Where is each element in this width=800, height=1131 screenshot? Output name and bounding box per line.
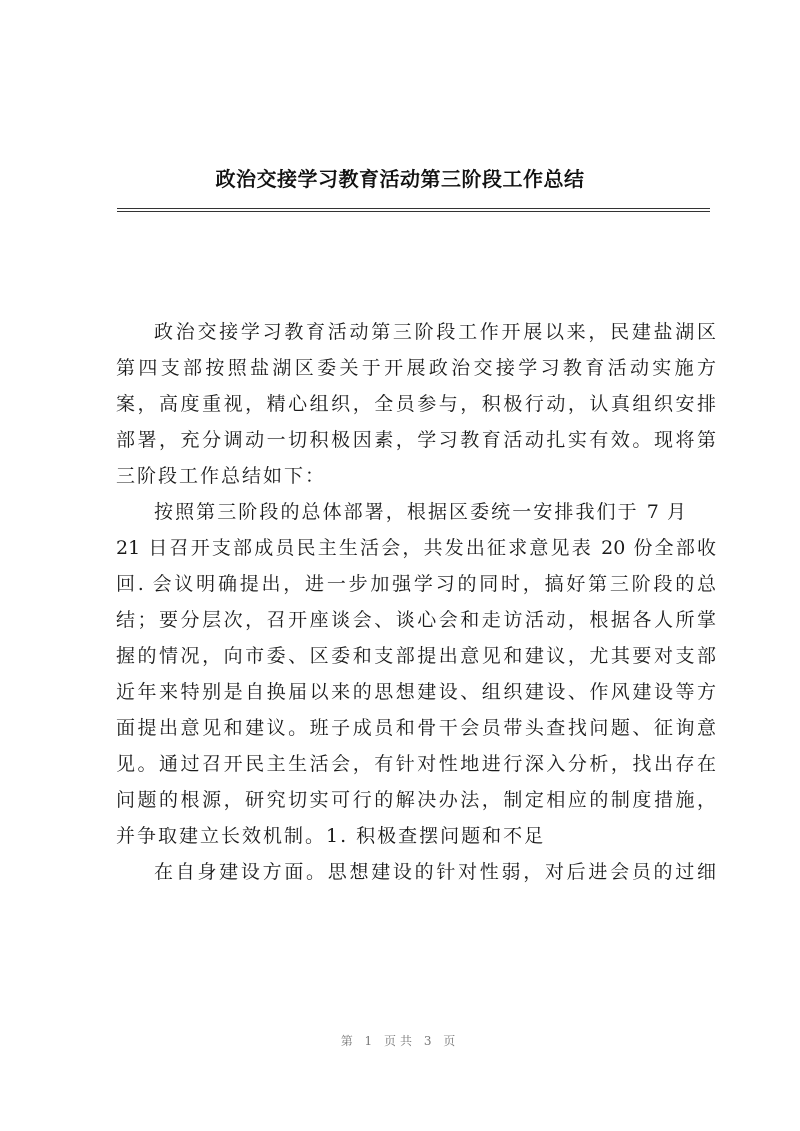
paragraph-line: 案，高度重视，精心组织，全员参与，积极行动，认真组织安排	[116, 393, 716, 415]
paragraph-line: 近年来特别是自换届以来的思想建设、组织建设、作风建设等方	[116, 681, 716, 703]
document-title: 政治交接学习教育活动第三阶段工作总结	[215, 167, 585, 191]
page-footer: 第 1 页共 3 页	[340, 1034, 460, 1048]
paragraph-line: 回. 会议明确提出，进一步加强学习的同时，搞好第三阶段的总	[116, 573, 716, 595]
paragraph-line: 并争取建立长效机制。1. 积极查摆问题和不足	[116, 825, 546, 847]
paragraph-line: 面提出意见和建议。班子成员和骨干会员带头查找问题、征询意	[116, 717, 716, 739]
paragraph-line: 见。通过召开民主生活会，有针对性地进行深入分析，找出存在	[116, 753, 716, 775]
title-underline	[117, 208, 710, 212]
paragraph-line: 结；要分层次，召开座谈会、谈心会和走访活动，根据各人所掌	[116, 609, 716, 631]
paragraph-line: 问题的根源，研究切实可行的解决办法，制定相应的制度措施，	[116, 789, 716, 811]
paragraph-line: 握的情况，向市委、区委和支部提出意见和建议，尤其要对支部	[116, 645, 716, 667]
paragraph-line: 按照第三阶段的总体部署，根据区委统一安排我们于 7 月	[154, 501, 686, 523]
paragraph-line: 在自身建设方面。思想建设的针对性弱，对后进会员的过细	[154, 861, 716, 883]
paragraph-line: 第四支部按照盐湖区委关于开展政治交接学习教育活动实施方	[116, 357, 716, 379]
paragraph-line: 政治交接学习教育活动第三阶段工作开展以来，民建盐湖区	[154, 321, 716, 343]
paragraph-line: 21 日召开支部成员民主生活会，共发出征求意见表 20 份全部收	[116, 537, 716, 559]
document-body	[116, 314, 716, 890]
paragraph-line: 部署，充分调动一切积极因素，学习教育活动扎实有效。现将第	[116, 429, 716, 451]
paragraph-line: 三阶段工作总结如下：	[116, 465, 327, 487]
